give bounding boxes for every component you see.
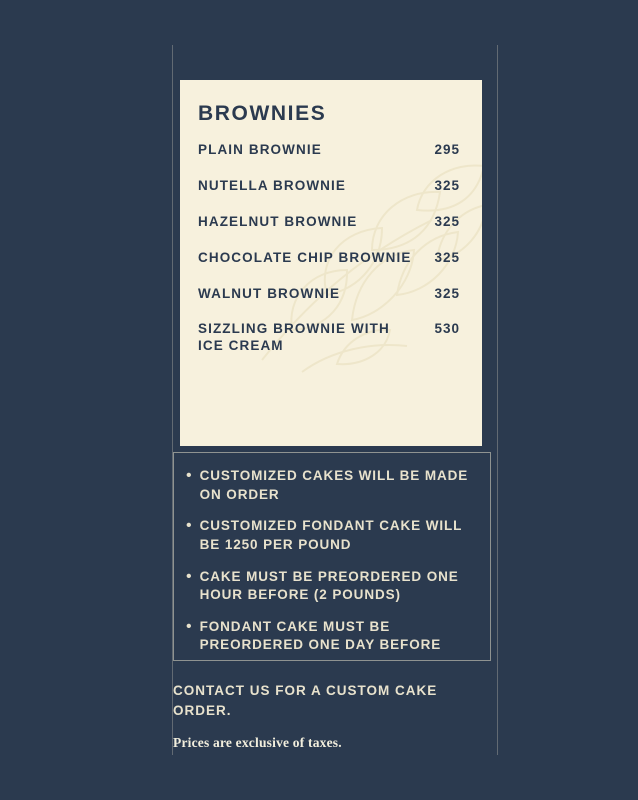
bullet-icon: • <box>186 467 192 484</box>
menu-item <box>198 214 460 231</box>
menu-item-list <box>198 142 460 355</box>
menu-item-name: HAZELNUT BROWNIE <box>198 213 358 229</box>
bullet-icon: • <box>186 617 192 635</box>
list-item <box>186 568 474 605</box>
right-guide-line <box>497 45 498 755</box>
menu-item <box>198 142 460 159</box>
menu-item-name: SIZZLING BROWNIE WITH ICE CREAM <box>198 321 390 354</box>
menu-item-name: CHOCOLATE CHIP BROWNIE <box>198 249 412 265</box>
menu-item-name: WALNUT BROWNIE <box>198 285 341 301</box>
note-text: CAKE MUST BE PREORDERED ONE HOUR BEFORE (2 POUNDS) <box>199 568 459 603</box>
menu-item <box>198 178 460 195</box>
brownies-menu-card <box>180 80 482 446</box>
menu-item <box>198 250 460 267</box>
list-item <box>186 517 474 554</box>
notes-box <box>173 452 491 661</box>
menu-item <box>198 321 460 355</box>
menu-item-name: PLAIN BROWNIE <box>198 142 322 157</box>
menu-item <box>198 286 460 303</box>
note-text: CUSTOMIZED FONDANT CAKE WILL BE 1250 PER POUND <box>199 518 463 552</box>
list-item <box>186 467 474 504</box>
bullet-icon: • <box>186 567 192 585</box>
list-item <box>186 618 474 655</box>
menu-item-price: 530 <box>434 321 460 337</box>
menu-item-price: 325 <box>434 213 460 229</box>
tax-note: Prices are exclusive of taxes. <box>173 735 342 750</box>
menu-item-name: NUTELLA BROWNIE <box>198 177 346 193</box>
note-text: CUSTOMIZED CAKES WILL BE MADE ON ORDER <box>199 468 469 502</box>
page-title: BROWNIES <box>198 102 327 125</box>
menu-item-price: 325 <box>434 249 460 265</box>
menu-item-price: 325 <box>434 177 460 193</box>
contact-line: CONTACT US FOR A CUSTOM CAKE ORDER. <box>173 683 438 718</box>
note-text: FONDANT CAKE MUST BE PREORDERED ONE DAY BEFORE <box>199 618 442 653</box>
bullet-icon: • <box>186 517 192 535</box>
menu-item-price: 325 <box>434 285 460 301</box>
menu-item-price: 295 <box>434 142 460 157</box>
